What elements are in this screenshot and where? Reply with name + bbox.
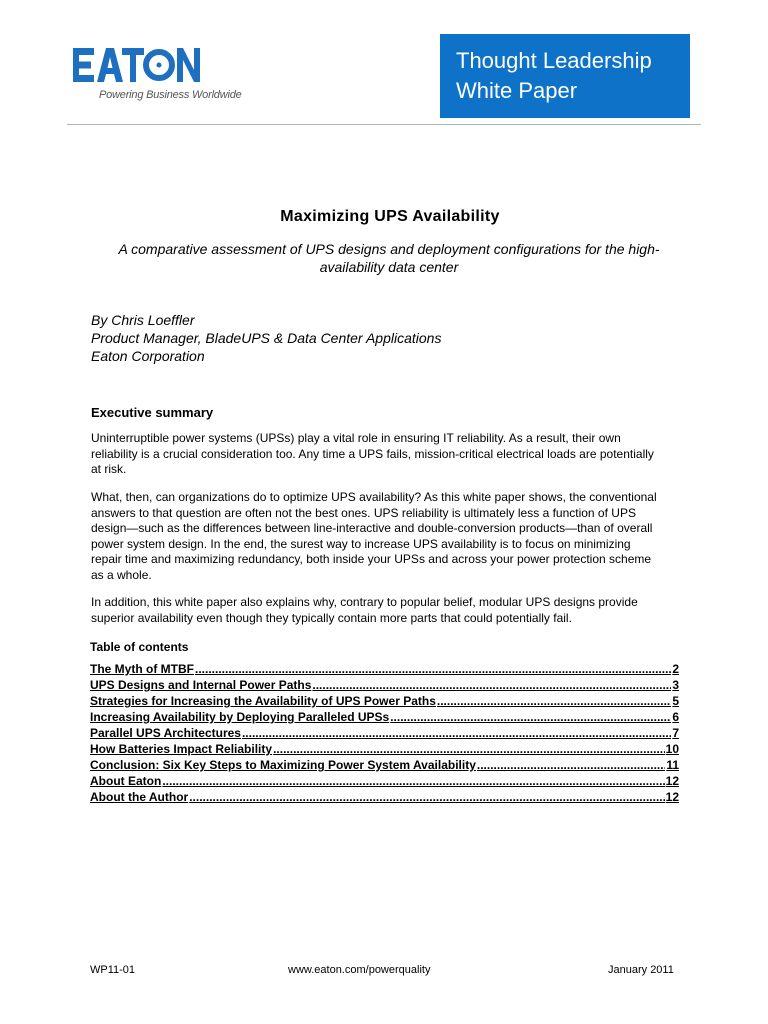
- paragraph-line: In addition, this white paper also explains why, contrary to popular belief, modular UPS designs provide: [91, 595, 638, 609]
- toc-entry-title: Increasing Availability by Deploying Paralleled UPSs: [90, 710, 390, 724]
- eaton-wordmark-logo: [73, 46, 201, 84]
- toc-entry-strategies[interactable]: [90, 694, 679, 710]
- toc-entry-page: 2: [672, 662, 679, 676]
- toc-leader-dots: [189, 790, 664, 804]
- eaton-logo: [73, 46, 253, 101]
- toc-leader-dots: [242, 726, 671, 740]
- paragraph-line: at risk.: [91, 462, 127, 476]
- toc-leader-dots: [477, 758, 665, 772]
- author-company: Eaton Corporation: [91, 348, 205, 364]
- toc-leader-dots: [437, 694, 671, 708]
- toc-entry-page: 7: [672, 726, 679, 740]
- toc-entry-title: UPS Designs and Internal Power Paths: [90, 678, 312, 692]
- summary-paragraph-1: [91, 431, 685, 478]
- toc-entry-myth-of-mtbf[interactable]: [90, 662, 679, 678]
- table-of-contents: [90, 662, 679, 806]
- toc-entry-batteries[interactable]: [90, 742, 679, 758]
- footer-url-link[interactable]: www.eaton.com/powerquality: [288, 964, 431, 976]
- paragraph-line: repair time and maximizing redundancy, both inside your UPSs and across your power protection scheme: [91, 552, 652, 566]
- paragraph-line: design—such as the differences between line-interactive and double-conversion products—than of overall: [91, 521, 653, 535]
- toc-entry-title: The Myth of MTBF: [90, 662, 194, 676]
- toc-entry-title: How Batteries Impact Reliability: [90, 742, 273, 756]
- paragraph-line: power system design. In the end, the surest way to increase UPS availability is to focus on minimizing: [91, 536, 631, 551]
- paragraph-line: What, then, can organizations do to optimize UPS availability? As this white paper shows, the conventional: [91, 490, 657, 504]
- toc-leader-dots: [312, 678, 671, 692]
- toc-entry-page: 12: [665, 790, 679, 804]
- toc-entry-paralleled-ups[interactable]: [90, 710, 679, 726]
- toc-entry-page: 11: [666, 758, 679, 772]
- toc-leader-dots: [195, 662, 671, 676]
- paragraph-line: Uninterruptible power systems (UPSs) play a vital role in ensuring IT reliability. As a result, their own: [91, 431, 621, 445]
- toc-entry-title: Strategies for Increasing the Availability of UPS Power Paths: [90, 694, 436, 708]
- toc-entry-title: About the Author: [90, 790, 189, 804]
- toc-entry-about-author[interactable]: [90, 790, 679, 806]
- paragraph-line: answers to that question are often not the best ones. UPS reliability is ultimately less a function of UPS: [91, 505, 636, 520]
- paragraph-line: as a whole.: [91, 567, 152, 582]
- toc-entry-page: 5: [672, 694, 679, 708]
- toc-entry-conclusion[interactable]: [90, 758, 679, 774]
- toc-entry-title: About Eaton: [90, 774, 162, 788]
- toc-heading: Table of contents: [90, 640, 189, 654]
- header-divider: [67, 124, 701, 125]
- banner-line-1: Thought Leadership: [456, 48, 652, 73]
- toc-leader-dots: [390, 710, 671, 724]
- summary-paragraph-3: [91, 595, 685, 626]
- toc-entry-page: 12: [665, 774, 679, 788]
- paragraph-line: reliability is a crucial consideration too. Any time a UPS fails, mission-critical electrical loads are potentially: [91, 446, 654, 461]
- author-role: Product Manager, BladeUPS & Data Center Applications: [91, 330, 442, 346]
- toc-leader-dots: [162, 774, 664, 788]
- toc-entry-about-eaton[interactable]: [90, 774, 679, 790]
- toc-entry-parallel-architectures[interactable]: [90, 726, 679, 742]
- toc-entry-title: Conclusion: Six Key Steps to Maximizing Power System Availability: [90, 758, 476, 772]
- paragraph-line: superior availability even though they typically contain more parts that could potentially fail.: [91, 610, 572, 625]
- toc-entry-title: Parallel UPS Architectures: [90, 726, 241, 740]
- logo-tagline: Powering Business Worldwide: [99, 89, 242, 101]
- executive-summary-heading: Executive summary: [91, 405, 214, 420]
- toc-entry-page: 3: [672, 678, 679, 692]
- banner-line-2: White Paper: [456, 78, 578, 103]
- toc-entry-page: 6: [672, 710, 679, 724]
- footer-date: January 2011: [608, 964, 674, 976]
- document-subtitle: A comparative assessment of UPS designs and deployment configurations for the high-availability data center: [118, 241, 660, 275]
- footer-doc-id: WP11-01: [90, 964, 136, 976]
- toc-entry-ups-designs[interactable]: [90, 678, 679, 694]
- author-block: [91, 311, 441, 365]
- toc-entry-page: 10: [665, 742, 679, 756]
- author-name: By Chris Loeffler: [91, 312, 195, 328]
- summary-paragraph-2: [91, 490, 685, 583]
- thought-leadership-banner: [440, 34, 690, 118]
- document-title: Maximizing UPS Availability: [280, 208, 500, 225]
- toc-leader-dots: [273, 742, 665, 756]
